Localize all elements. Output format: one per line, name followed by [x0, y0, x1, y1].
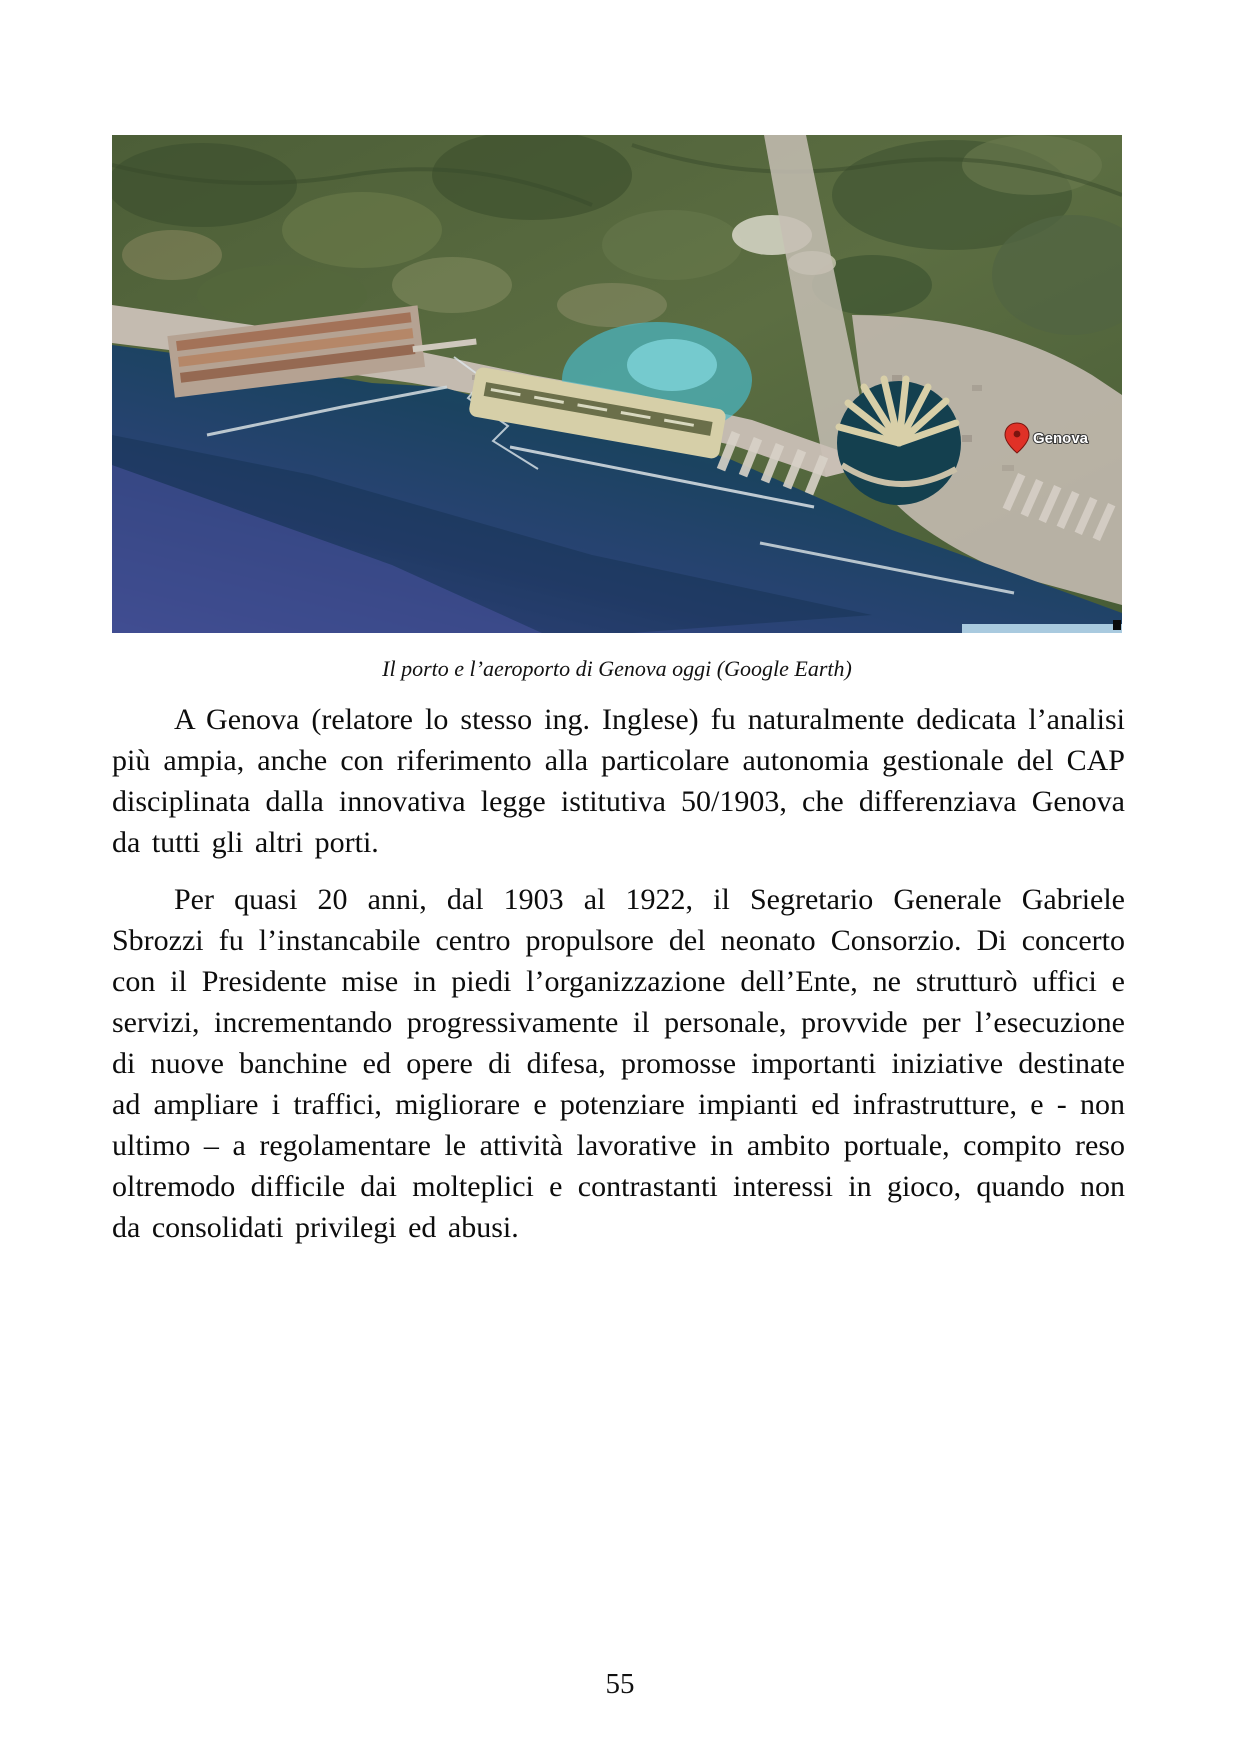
- map-label-genova: Genova: [1033, 430, 1089, 447]
- paragraph-2: Per quasi 20 anni, dal 1903 al 1922, il Segretario Generale Gabriele Sbrozzi fu l’instancabile centro propulsore del neonato Consorzio. Di concerto con il Presidente mise in piedi l’organizzazione dell’Ente, ne strutturò uffici e servizi, incrementando progressivamente il personale, provvide per l’esecuzione di nuove banchine ed opere di difesa, promosse importanti iniziative destinate ad ampliare i traffici, migliorare e potenziare impianti ed infrastrutture, e - non ultimo – a regolamentare le attività lavorative in ambito portuale, compito reso oltremodo difficile dai molteplici e contrastanti interessi in gioco, quando non da consolidati privilegi ed abusi.: [112, 883, 1125, 1244]
- scale-bar: [962, 624, 1122, 633]
- paragraph-1: A Genova (relatore lo stesso ing. Inglese) fu naturalmente dedicata l’analisi più ampia, anche con riferimento alla particolare autonomia gestionale del CAP disciplinata dalla innovativa legge istitutiva 50/1903, che differenziava Genova da tutti gli altri porti.: [112, 703, 1125, 859]
- page-content: [112, 135, 1125, 1248]
- figure-caption: Il porto e l’aeroporto di Genova oggi (Google Earth): [382, 656, 852, 681]
- page-number: 55: [605, 1668, 635, 1700]
- satellite-image-genova-port: [112, 135, 1122, 633]
- harbor-plume-bright: [627, 339, 717, 391]
- body-text: [112, 699, 1125, 1248]
- satellite-image-canvas: [112, 135, 1122, 633]
- edge-mark: [1113, 620, 1121, 630]
